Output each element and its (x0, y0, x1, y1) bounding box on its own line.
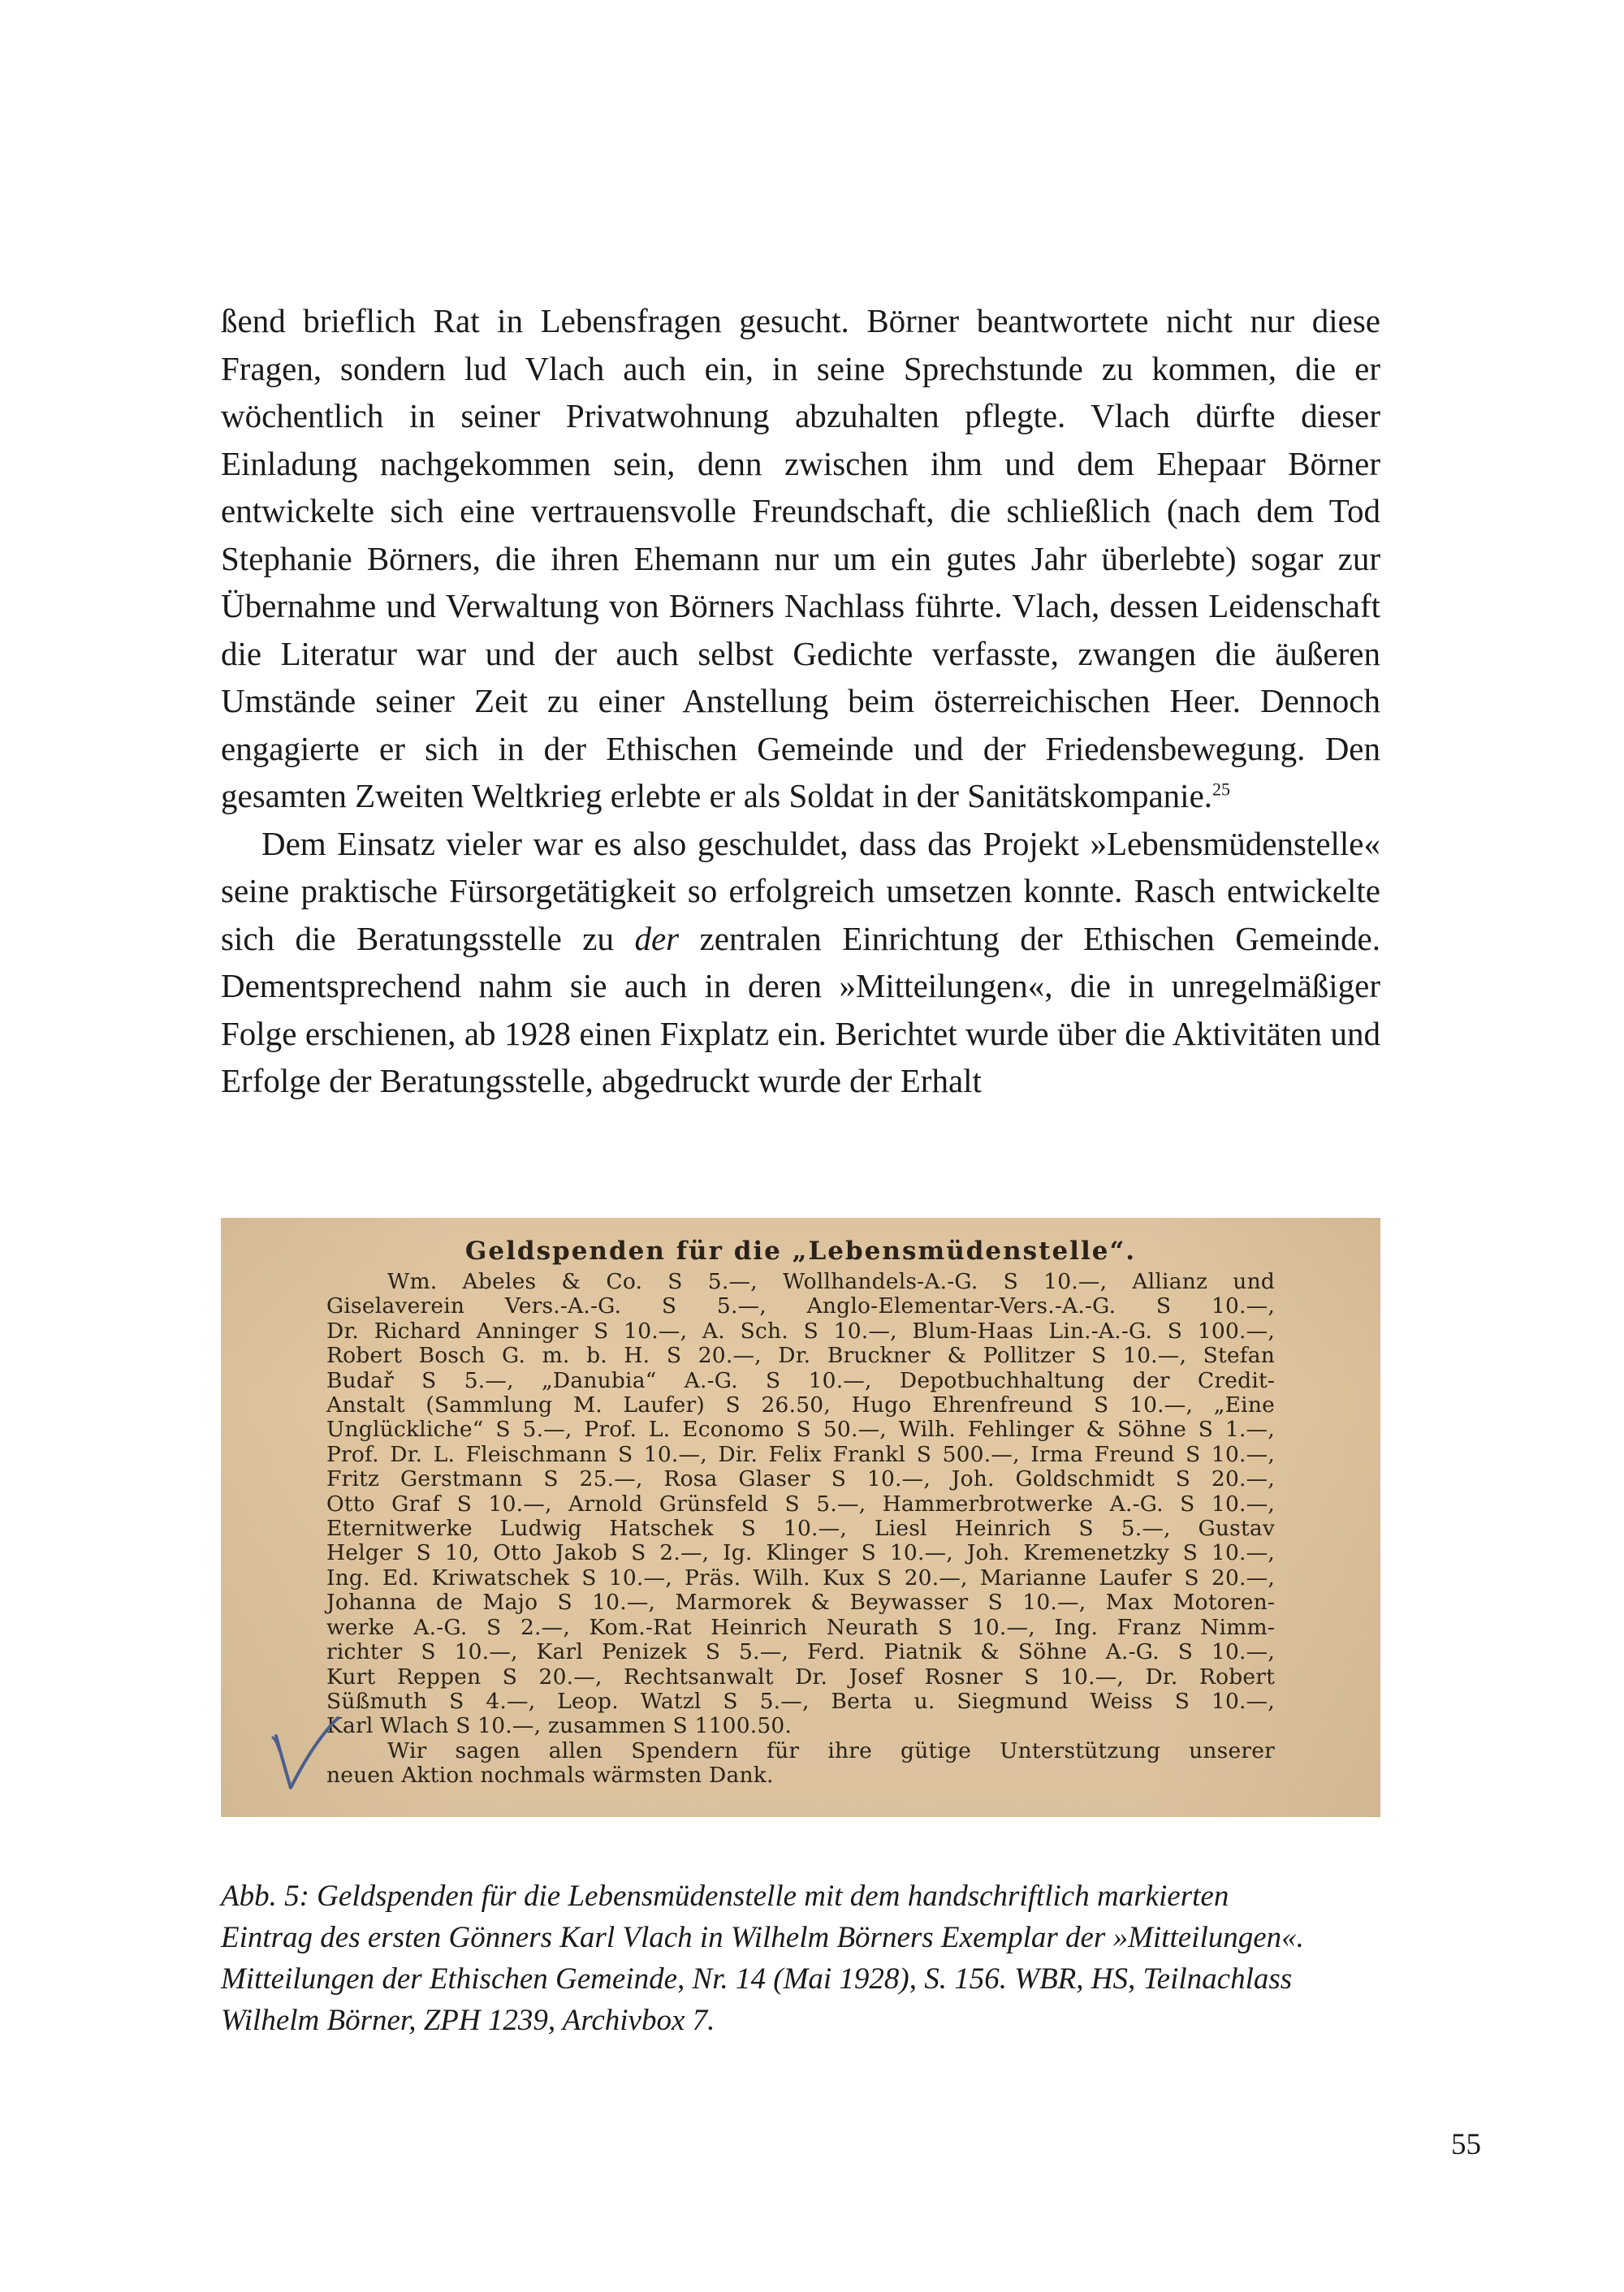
clipping-heading: Geldspenden für die „Lebensmüdenstelle“. (464, 1237, 1137, 1266)
footnote-reference[interactable]: 25 (1212, 779, 1231, 800)
paragraph-1 (221, 297, 1380, 820)
clipping-line: Robert Bosch G. m. b. H. S 20.—, Dr. Bruckner & Pollitzer S 10.—, Stefan (326, 1343, 1275, 1369)
clipping-line: Budař S 5.—, „Danubia“ A.-G. S 10.—, Depotbuchhaltung der Credit- (326, 1367, 1275, 1393)
clipping-donor-list (326, 1270, 1275, 1789)
page-number: 55 (1451, 2128, 1481, 2161)
paragraph-2-text-end: zentralen Einrichtung der Ethischen Gemeinde. Dementsprechend nahm sie auch in deren »Mitteilungen«, die in unregelmäßiger Folge erschienen, ab 1928 einen Fixplatz ein. Berichtet wurde über die Aktivitäten und Erfolge der Beratungsstelle, abgedruckt wurde der Erhalt (221, 919, 1380, 1099)
main-text (221, 297, 1380, 1105)
clipping-line: Johanna de Majo S 10.—, Marmorek & Beywasser S 10.—, Max Motoren- (326, 1590, 1275, 1616)
handwritten-checkmark-icon (270, 1713, 343, 1794)
clipping-line: richter S 10.—, Karl Penizek S 5.—, Ferd. Piatnik & Söhne A.-G. S 10.—, (326, 1639, 1275, 1665)
caption-line: Wilhelm Börner, ZPH 1239, Archivbox 7. (221, 2004, 715, 2037)
clipping-line: Fritz Gerstmann S 25.—, Rosa Glaser S 10.—, Joh. Goldschmidt S 20.—, (326, 1466, 1275, 1492)
clipping-line: Eternitwerke Ludwig Hatschek S 10.—, Liesl Heinrich S 5.—, Gustav (326, 1516, 1275, 1542)
clipping-line: Otto Graf S 10.—, Arnold Grünsfeld S 5.—, Hammerbrotwerke A.-G. S 10.—, (326, 1491, 1275, 1517)
paragraph-2-text-start: Dem Einsatz vieler war es also geschuldet, dass das Projekt »Lebensmüdenstelle« seine praktische Fürsorgetätigkeit so erfolgreich umsetzen konnte. Rasch entwickelte sich die Beratungsstelle zu (221, 824, 1380, 957)
clipping-closing-line: Wir sagen allen Spendern für ihre gütige Unterstützung unserer (387, 1737, 1275, 1763)
clipping-line: Giselaverein Vers.-A.-G. S 5.—, Anglo-Elementar-Vers.-A.-G. S 10.—, (326, 1293, 1275, 1319)
clipping-line: Helger S 10, Otto Jakob S 2.—, Ig. Klinger S 10.—, Joh. Kremenetzky S 10.—, (326, 1540, 1275, 1566)
caption-line: Mitteilungen der Ethischen Gemeinde, Nr. 14 (Mai 1928), S. 156. WBR, HS, Teilnachlass (221, 1962, 1293, 1996)
clipping-line: werke A.-G. S 2.—, Kom.-Rat Heinrich Neurath S 10.—, Ing. Franz Nimm- (326, 1614, 1275, 1640)
clipping-line-karl-wlach: Karl Wlach S 10.—, zusammen S 1100.50. (326, 1713, 793, 1739)
clipping-line: Wm. Abeles & Co. S 5.—, Wollhandels-A.-G. S 10.—, Allianz und (387, 1269, 1275, 1294)
figure-caption (221, 1875, 1380, 2041)
clipping-line: Anstalt (Sammlung M. Laufer) S 26.50, Hugo Ehrenfreund S 10.—, „Eine (326, 1392, 1275, 1418)
clipping-line: Kurt Reppen S 20.—, Rechtsanwalt Dr. Josef Rosner S 10.—, Dr. Robert (326, 1664, 1275, 1690)
newspaper-clipping-image (221, 1218, 1380, 1817)
clipping-line: Süßmuth S 4.—, Leop. Watzl S 5.—, Berta u. Siegmund Weiss S 10.—, (326, 1688, 1275, 1714)
caption-line: Abb. 5: Geldspenden für die Lebensmüdenstelle mit dem handschriftlich markierten (221, 1880, 1229, 1913)
clipping-line: Prof. Dr. L. Fleischmann S 10.—, Dir. Felix Frankl S 500.—, Irma Freund S 10.—, (326, 1441, 1275, 1467)
caption-line: Eintrag des ersten Gönners Karl Vlach in Wilhelm Börners Exemplar der »Mitteilungen«. (221, 1921, 1304, 1954)
paragraph-2-emphasis: der (634, 919, 680, 957)
clipping-line: Dr. Richard Anninger S 10.—, A. Sch. S 10.—, Blum-Haas Lin.-A.-G. S 100.—, (326, 1318, 1275, 1344)
paragraph-1-text: ßend brieflich Rat in Lebensfragen gesucht. Börner beantwortete nicht nur diese Fragen, sondern lud Vlach auch ein, in seine Sprechstunde zu kommen, die er wöchentlich in seiner Privatwohnung abzuhalten pflegte. Vlach dürfte dieser Einladung nachgekommen sein, denn zwischen ihm und dem Ehepaar Börner entwickelte sich eine vertrauensvolle Freundschaft, die schließlich (nach dem Tod Stephanie Börners, die ihren Ehemann nur um ein gutes Jahr überlebte) sogar zur Übernahme und Verwaltung von Börners Nachlass führte. Vlach, dessen Leidenschaft die Literatur war und der auch selbst Gedichte verfasste, zwangen die äußeren Umstände seiner Zeit zu einer Anstellung beim österreichischen Heer. Dennoch engagierte er sich in der Ethischen Gemeinde und der Friedensbewegung. Den gesamten Zweiten Weltkrieg erlebte er als Soldat in der Sanitätskompanie. (221, 302, 1380, 814)
clipping-closing-line: neuen Aktion nochmals wärmsten Dank. (326, 1763, 774, 1789)
paragraph-2 (221, 820, 1380, 1105)
clipping-line: Unglückliche“ S 5.—, Prof. L. Economo S 50.—, Wilh. Fehlinger & Söhne S 1.—, (326, 1417, 1275, 1443)
clipping-line: Ing. Ed. Kriwatschek S 10.—, Präs. Wilh. Kux S 20.—, Marianne Laufer S 20.—, (326, 1565, 1275, 1591)
